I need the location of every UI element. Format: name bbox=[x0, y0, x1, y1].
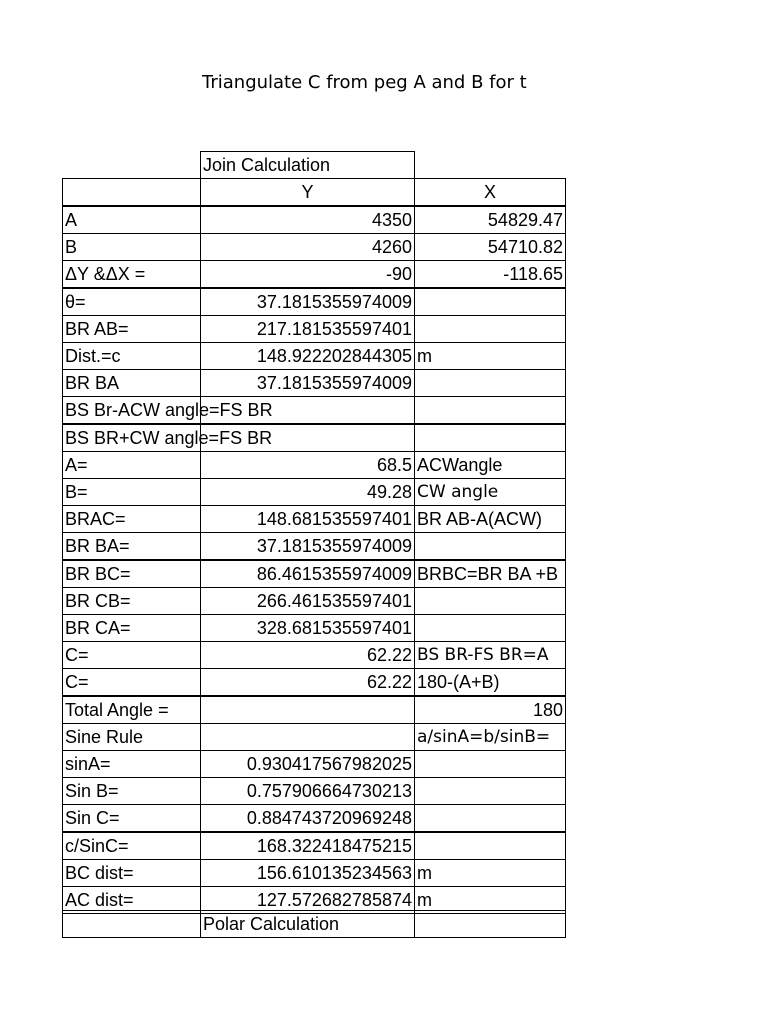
row-label[interactable]: Sine Rule bbox=[62, 723, 201, 751]
row-value-x[interactable]: 54829.47 bbox=[414, 206, 566, 234]
row-value-y[interactable]: 49.28 bbox=[200, 478, 415, 506]
row-label[interactable]: BC dist= bbox=[62, 859, 201, 887]
row-label[interactable]: BR CB= bbox=[62, 587, 201, 615]
row-label[interactable]: C= bbox=[62, 641, 201, 669]
row-label[interactable]: A bbox=[62, 206, 201, 234]
row-value-y[interactable]: 62.22 bbox=[200, 668, 415, 696]
row-value-x[interactable]: 180 bbox=[414, 696, 566, 724]
row-value-x[interactable] bbox=[414, 369, 566, 397]
row-value-y[interactable]: 217.181535597401 bbox=[200, 315, 415, 343]
row-label[interactable]: B bbox=[62, 233, 201, 261]
row-value-x[interactable] bbox=[414, 750, 566, 778]
row-label[interactable]: c/SinC= bbox=[62, 832, 201, 860]
row-value-x[interactable]: BRBC=BR BA +B bbox=[414, 560, 566, 588]
row-value-x[interactable] bbox=[414, 315, 566, 343]
row-label[interactable]: Sin C= bbox=[62, 804, 201, 832]
row-value-y[interactable]: -90 bbox=[200, 260, 415, 288]
row-value-x[interactable]: m bbox=[414, 342, 566, 370]
row-value-y[interactable]: 0.884743720969248 bbox=[200, 804, 415, 832]
row-value-x[interactable]: CW angle bbox=[414, 478, 566, 506]
row-value-y[interactable]: 328.681535597401 bbox=[200, 614, 415, 642]
row-value-y[interactable]: 68.5 bbox=[200, 451, 415, 479]
row-value-x[interactable] bbox=[414, 587, 566, 615]
row-label[interactable]: AC dist= bbox=[62, 886, 201, 914]
row-label[interactable]: ΔY &ΔX = bbox=[62, 260, 201, 288]
row-value-x[interactable] bbox=[414, 804, 566, 832]
row-value-x[interactable]: a/sinA=b/sinB= bbox=[414, 723, 566, 751]
header-label-cell[interactable] bbox=[62, 178, 201, 206]
polar-calculation-header[interactable]: Polar Calculation bbox=[200, 910, 415, 938]
row-label[interactable]: BS BR+CW angle=FS BR bbox=[62, 424, 201, 452]
row-value-y[interactable] bbox=[200, 723, 415, 751]
row-value-y[interactable]: 62.22 bbox=[200, 641, 415, 669]
row-value-x[interactable] bbox=[414, 777, 566, 805]
row-value-y[interactable]: 0.930417567982025 bbox=[200, 750, 415, 778]
footer-label-cell[interactable] bbox=[62, 910, 201, 938]
row-value-x[interactable]: -118.65 bbox=[414, 260, 566, 288]
row-value-y[interactable]: 156.610135234563 bbox=[200, 859, 415, 887]
row-label[interactable]: BR BC= bbox=[62, 560, 201, 588]
sheet-title: Triangulate C from peg A and B for t bbox=[202, 72, 527, 93]
row-value-x[interactable] bbox=[414, 424, 566, 452]
row-value-y[interactable]: 148.922202844305 bbox=[200, 342, 415, 370]
row-value-x[interactable]: 54710.82 bbox=[414, 233, 566, 261]
row-label[interactable]: Dist.=c bbox=[62, 342, 201, 370]
row-value-x[interactable] bbox=[414, 532, 566, 560]
row-label[interactable]: C= bbox=[62, 668, 201, 696]
row-label[interactable]: BR BA= bbox=[62, 532, 201, 560]
row-value-x[interactable]: BS BR-FS BR=A bbox=[414, 641, 566, 669]
row-label[interactable]: B= bbox=[62, 478, 201, 506]
join-calculation-header[interactable]: Join Calculation bbox=[200, 151, 415, 179]
row-label[interactable]: sinA= bbox=[62, 750, 201, 778]
footer-x-cell[interactable] bbox=[414, 910, 566, 938]
row-label[interactable]: BRAC= bbox=[62, 505, 201, 533]
header-empty-cell[interactable] bbox=[414, 151, 419, 179]
row-value-x[interactable] bbox=[414, 288, 566, 316]
row-value-y[interactable]: 0.757906664730213 bbox=[200, 777, 415, 805]
row-value-y[interactable]: 37.1815355974009 bbox=[200, 288, 415, 316]
row-value-x[interactable] bbox=[414, 832, 566, 860]
row-label[interactable]: BS Br-ACW angle=FS BR bbox=[62, 396, 201, 424]
row-label[interactable]: Total Angle = bbox=[62, 696, 201, 724]
row-value-y[interactable]: 37.1815355974009 bbox=[200, 532, 415, 560]
row-value-y[interactable]: 266.461535597401 bbox=[200, 587, 415, 615]
column-header-x[interactable]: X bbox=[414, 178, 566, 206]
row-value-x[interactable] bbox=[414, 614, 566, 642]
row-value-y[interactable]: 37.1815355974009 bbox=[200, 369, 415, 397]
row-value-x[interactable] bbox=[414, 396, 566, 424]
row-value-y[interactable]: 148.681535597401 bbox=[200, 505, 415, 533]
row-label[interactable]: θ= bbox=[62, 288, 201, 316]
row-value-y[interactable]: 168.322418475215 bbox=[200, 832, 415, 860]
row-value-x[interactable]: m bbox=[414, 886, 566, 914]
row-label[interactable]: A= bbox=[62, 451, 201, 479]
row-value-y[interactable]: 4350 bbox=[200, 206, 415, 234]
row-label[interactable]: Sin B= bbox=[62, 777, 201, 805]
column-header-y[interactable]: Y bbox=[200, 178, 415, 206]
row-value-y[interactable]: 127.572682785874 bbox=[200, 886, 415, 914]
row-value-x[interactable]: BR AB-A(ACW) bbox=[414, 505, 566, 533]
row-value-y[interactable]: 86.4615355974009 bbox=[200, 560, 415, 588]
row-value-x[interactable]: m bbox=[414, 859, 566, 887]
row-label[interactable]: BR AB= bbox=[62, 315, 201, 343]
row-value-y[interactable]: 4260 bbox=[200, 233, 415, 261]
row-label[interactable]: BR BA bbox=[62, 369, 201, 397]
row-value-y[interactable] bbox=[200, 696, 415, 724]
row-value-x[interactable]: 180-(A+B) bbox=[414, 668, 566, 696]
row-value-x[interactable]: ACWangle bbox=[414, 451, 566, 479]
row-label[interactable]: BR CA= bbox=[62, 614, 201, 642]
